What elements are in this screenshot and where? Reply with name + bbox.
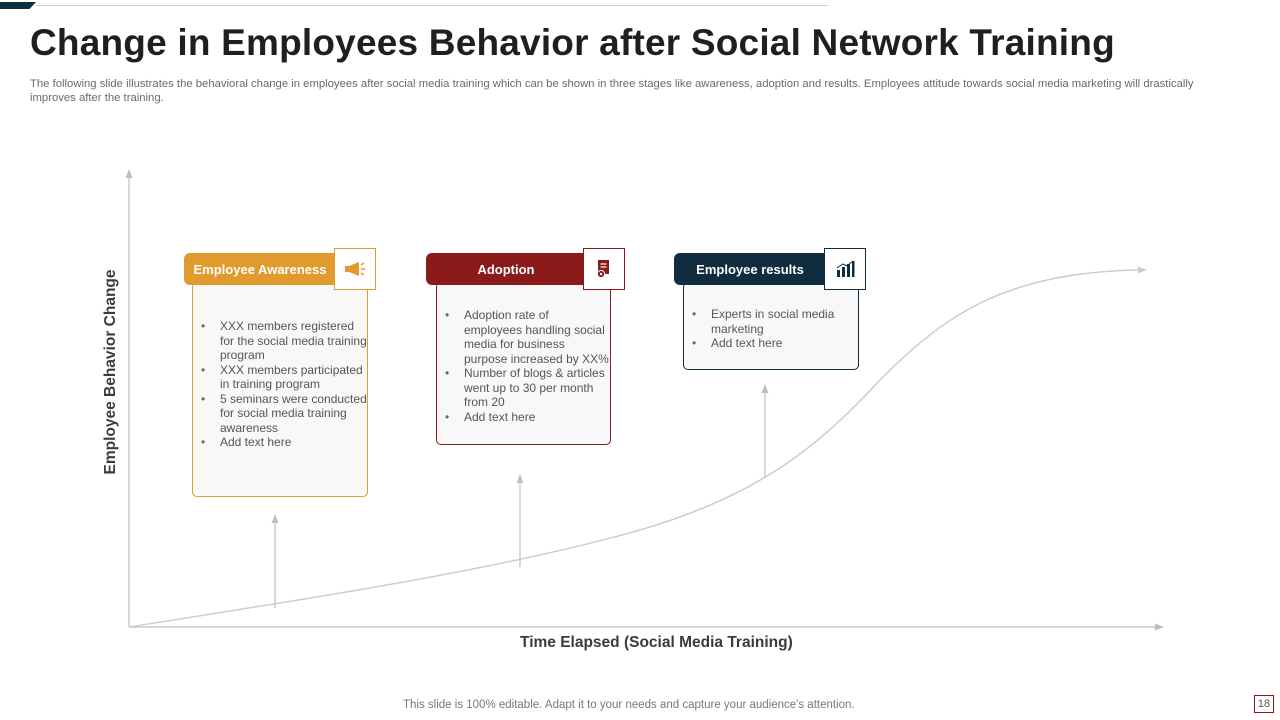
page-number: 18 xyxy=(1254,695,1274,713)
list-item: • XXX members participated in training program xyxy=(200,363,367,392)
page-subtitle: The following slide illustrates the behavioral change in employees after social media training which can be shown in three stages like awareness, adoption and results. Employees attitude towards social media marketing will drastically improves after the training. xyxy=(30,78,1194,104)
footer-note: This slide is 100% editable. Adapt it to your needs and capture your audience's attention. xyxy=(403,699,855,711)
list-item: • Experts in social media marketing xyxy=(691,307,858,336)
stage-adoption-header: Adoption xyxy=(426,253,586,285)
list-item: • Add text here xyxy=(200,435,367,450)
page-title: Change in Employees Behavior after Social Network Training xyxy=(30,22,1115,63)
x-axis-label: Time Elapsed (Social Media Training) xyxy=(520,634,793,651)
stage-adoption-bullets xyxy=(437,308,610,424)
stage-results-header: Employee results xyxy=(674,253,826,285)
list-item: • XXX members registered for the social media training program xyxy=(200,319,367,363)
y-axis-label: Employee Behavior Change xyxy=(102,269,119,475)
megaphone-icon xyxy=(334,248,376,290)
stage-adoption-card xyxy=(436,282,611,445)
list-item: • Number of blogs & articles went up to 30 per month from 20 xyxy=(444,366,610,410)
stage-results-bullets xyxy=(684,307,858,351)
stage-1-pointer-head xyxy=(272,514,279,523)
stage-awareness-header: Employee Awareness xyxy=(184,253,336,285)
stage-results-card xyxy=(683,282,859,370)
list-item: • 5 seminars were conducted for social media training awareness xyxy=(200,392,367,436)
list-item: • Add text here xyxy=(691,336,858,351)
x-axis-arrowhead xyxy=(1155,624,1164,631)
list-item: • Adoption rate of employees handling social media for business purpose increased by XX% xyxy=(444,308,610,366)
bar-chart-icon xyxy=(824,248,866,290)
stage-3-pointer-head xyxy=(762,384,769,393)
stage-awareness-bullets xyxy=(193,319,367,450)
y-axis-arrowhead xyxy=(126,169,133,178)
stage-awareness-card xyxy=(192,282,368,497)
list-item: • Add text here xyxy=(444,410,610,425)
stage-2-pointer-head xyxy=(517,474,524,483)
document-gear-icon xyxy=(583,248,625,290)
growth-curve-arrowhead xyxy=(1138,267,1147,274)
